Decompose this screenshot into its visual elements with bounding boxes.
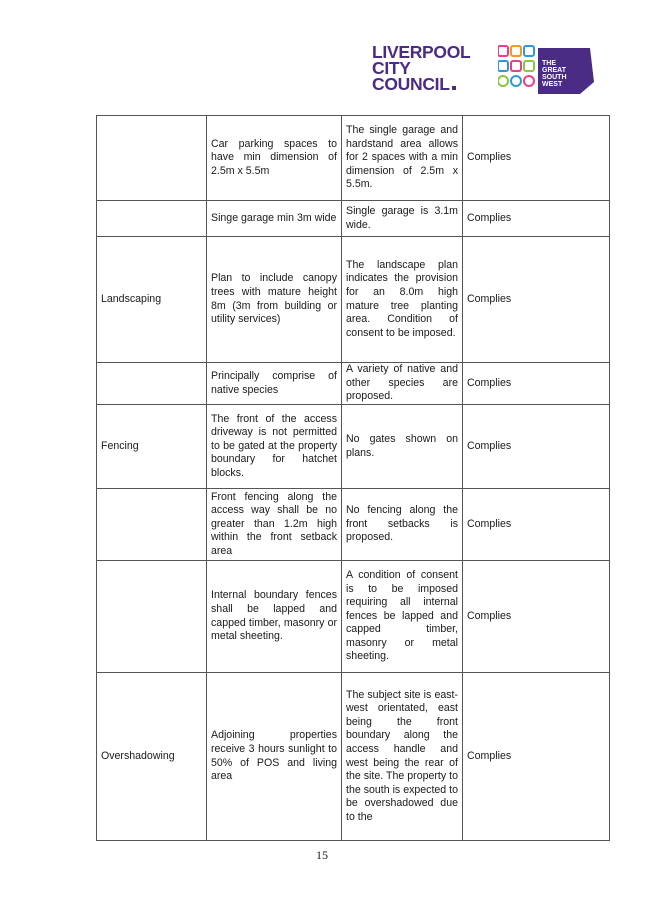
liverpool-city-council-logo	[372, 44, 484, 98]
table-row	[97, 116, 610, 201]
proposal-cell: A condition of consent is to be imposed requiring all internal fences be lapped and capped timber, masonry or metal sheeting.	[342, 561, 463, 673]
control-cell: Principally comprise of native species	[207, 363, 342, 405]
compliance-cell: Complies	[463, 561, 610, 673]
proposal-cell: A variety of native and other species are proposed.	[342, 363, 463, 405]
element-cell: Overshadowing	[97, 673, 207, 841]
element-cell	[97, 201, 207, 237]
table-row	[97, 489, 610, 561]
control-cell: Singe garage min 3m wide	[207, 201, 342, 237]
proposal-cell: No fencing along the front setbacks is proposed.	[342, 489, 463, 561]
table-row	[97, 201, 610, 237]
control-cell: Front fencing along the access way shall be no greater than 1.2m high within the front setback area	[207, 489, 342, 561]
control-cell: Adjoining properties receive 3 hours sunlight to 50% of POS and living area	[207, 673, 342, 841]
compliance-cell: Complies	[463, 405, 610, 489]
compliance-cell: Complies	[463, 489, 610, 561]
table-row	[97, 405, 610, 489]
compliance-table	[96, 115, 610, 841]
region-logo-text: THE GREAT SOUTH WEST	[542, 60, 567, 88]
table-row	[97, 673, 610, 841]
element-cell: Fencing	[97, 405, 207, 489]
logo-line-3: COUNCIL	[372, 76, 484, 92]
control-cell: Internal boundary fences shall be lapped and capped timber, masonry or metal sheeting.	[207, 561, 342, 673]
element-cell	[97, 561, 207, 673]
page-number: 15	[316, 848, 328, 862]
logo-line-1: LIVERPOOL	[372, 42, 471, 62]
logo-line-2: CITY	[372, 58, 411, 78]
element-cell	[97, 363, 207, 405]
element-cell	[97, 116, 207, 201]
compliance-cell: Complies	[463, 673, 610, 841]
proposal-cell: The landscape plan indicates the provision for an 8.0m high mature tree planting area. Condition of consent to be imposed.	[342, 237, 463, 363]
table-row	[97, 237, 610, 363]
proposal-cell: No gates shown on plans.	[342, 405, 463, 489]
element-cell	[97, 489, 207, 561]
proposal-cell: The subject site is east-west orientated, east being the front boundary along the access handle and west being the rear of the site. The property to the south is expected to be overshadowed due to the	[342, 673, 463, 841]
control-cell: Plan to include canopy trees with mature height 8m (3m from building or utility services)	[207, 237, 342, 363]
compliance-cell: Complies	[463, 116, 610, 201]
element-cell: Landscaping	[97, 237, 207, 363]
table-row	[97, 561, 610, 673]
compliance-cell: Complies	[463, 201, 610, 237]
proposal-cell: The single garage and hardstand area allows for 2 spaces with a min dimension of 2.5m x 5.5m.	[342, 116, 463, 201]
control-cell: Car parking spaces to have min dimension of 2.5m x 5.5m	[207, 116, 342, 201]
compliance-cell: Complies	[463, 363, 610, 405]
table-row	[97, 363, 610, 405]
compliance-cell: Complies	[463, 237, 610, 363]
proposal-cell: Single garage is 3.1m wide.	[342, 201, 463, 237]
control-cell: The front of the access driveway is not permitted to be gated at the property boundary for hatchet blocks.	[207, 405, 342, 489]
